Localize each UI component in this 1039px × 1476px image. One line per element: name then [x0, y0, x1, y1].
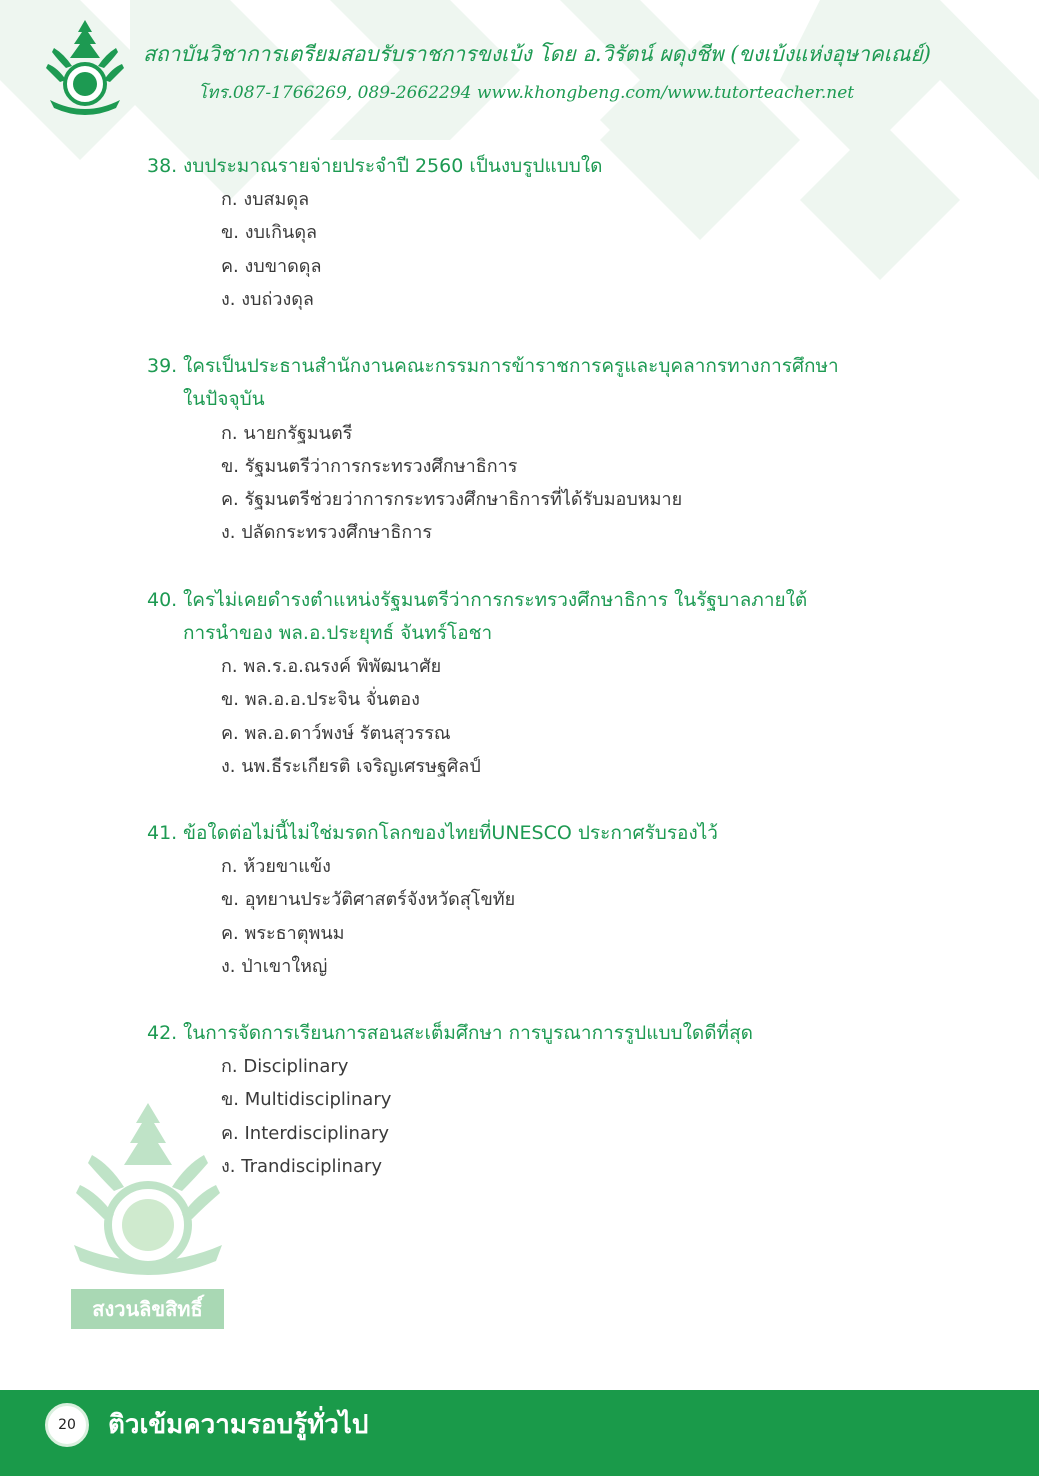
option-42-c: ค. Interdisciplinary — [221, 1123, 390, 1144]
question-number: 39. — [147, 355, 178, 377]
question-number: 40. — [147, 589, 178, 611]
question-text: ในการจัดการเรียนการสอนสะเต็มศึกษา การบูรณาการรูปแบบใดดีที่สุด — [183, 1022, 754, 1044]
question-text: ข้อใดต่อไม่นี้ไม่ใช่มรดกโลกของไทยที่UNESCO ประกาศรับรองไว้ — [183, 822, 718, 844]
option-41-d: ง. ป่าเขาใหญ่ — [221, 956, 328, 977]
option-40-b: ข. พล.อ.อ.ประจิน จั่นตอง — [221, 689, 420, 710]
option-41-b: ข. อุทยานประวัติศาสตร์จังหวัดสุโขทัย — [221, 889, 516, 910]
option-38-a: ก. งบสมดุล — [221, 189, 310, 210]
copyright-watermark-label: สงวนลิขสิทธิ์ — [71, 1289, 224, 1329]
footer-bar — [0, 1390, 1039, 1476]
option-39-b: ข. รัฐมนตรีว่าการกระทรวงศึกษาธิการ — [221, 456, 518, 477]
option-39-c: ค. รัฐมนตรีช่วยว่าการกระทรวงศึกษาธิการที่ได้รับมอบหมาย — [221, 489, 683, 510]
option-42-a: ก. Disciplinary — [221, 1056, 349, 1077]
option-40-a: ก. พล.ร.อ.ณรงค์ พิพัฒนาศัย — [221, 656, 442, 677]
option-39-a: ก. นายกรัฐมนตรี — [221, 423, 353, 444]
option-39-d: ง. ปลัดกระทรวงศึกษาธิการ — [221, 522, 432, 543]
question-number: 41. — [147, 822, 178, 844]
question-number: 42. — [147, 1022, 178, 1044]
question-text: ใครเป็นประธานสำนักงานคณะกรรมการข้าราชการครูและบุคลากรทางการศึกษา — [183, 355, 839, 377]
question-39 — [147, 350, 887, 416]
option-42-b: ข. Multidisciplinary — [221, 1089, 392, 1110]
question-text-continued: การนำของ พล.อ.ประยุทธ์ จันทร์โอชา — [183, 622, 493, 644]
option-38-b: ข. งบเกินดุล — [221, 222, 318, 243]
institute-logo-icon — [44, 18, 126, 116]
option-40-c: ค. พล.อ.ดาว์พงษ์ รัตนสุวรรณ — [221, 723, 451, 744]
question-text: ใครไม่เคยดำรงตำแหน่งรัฐมนตรีว่าการกระทรวงศึกษาธิการ ในรัฐบาลภายใต้ — [183, 589, 808, 611]
option-41-a: ก. ห้วยขาแข้ง — [221, 856, 331, 877]
question-text-continued: ในปัจจุบัน — [183, 388, 265, 410]
question-42 — [147, 1017, 887, 1050]
question-38 — [147, 150, 887, 183]
question-number: 38. — [147, 155, 178, 177]
option-42-d: ง. Trandisciplinary — [221, 1156, 383, 1177]
header — [0, 0, 1039, 130]
option-38-d: ง. งบถ่วงดุล — [221, 289, 314, 310]
contact-info: โทร.087-1766269, 089-2662294 www.khongbeng.com/www.tutorteacher.net — [198, 83, 855, 103]
footer-title: ติวเข้มความรอบรู้ทั่วไป — [108, 1410, 369, 1440]
institute-name: สถาบันวิชาการเตรียมสอบรับราชการขงเบ้ง โดย อ.วิรัตน์ ผดุงชีพ (ขงเบ้งแห่งอุษาคเณย์) — [143, 42, 931, 66]
option-41-c: ค. พระธาตุพนม — [221, 923, 345, 944]
question-40 — [147, 584, 887, 650]
question-text: งบประมาณรายจ่ายประจำปี 2560 เป็นงบรูปแบบใด — [183, 155, 603, 177]
question-41 — [147, 817, 887, 850]
page-number: 20 — [45, 1403, 89, 1447]
option-40-d: ง. นพ.ธีระเกียรติ เจริญเศรษฐศิลป์ — [221, 756, 481, 777]
option-38-c: ค. งบขาดดุล — [221, 256, 322, 277]
